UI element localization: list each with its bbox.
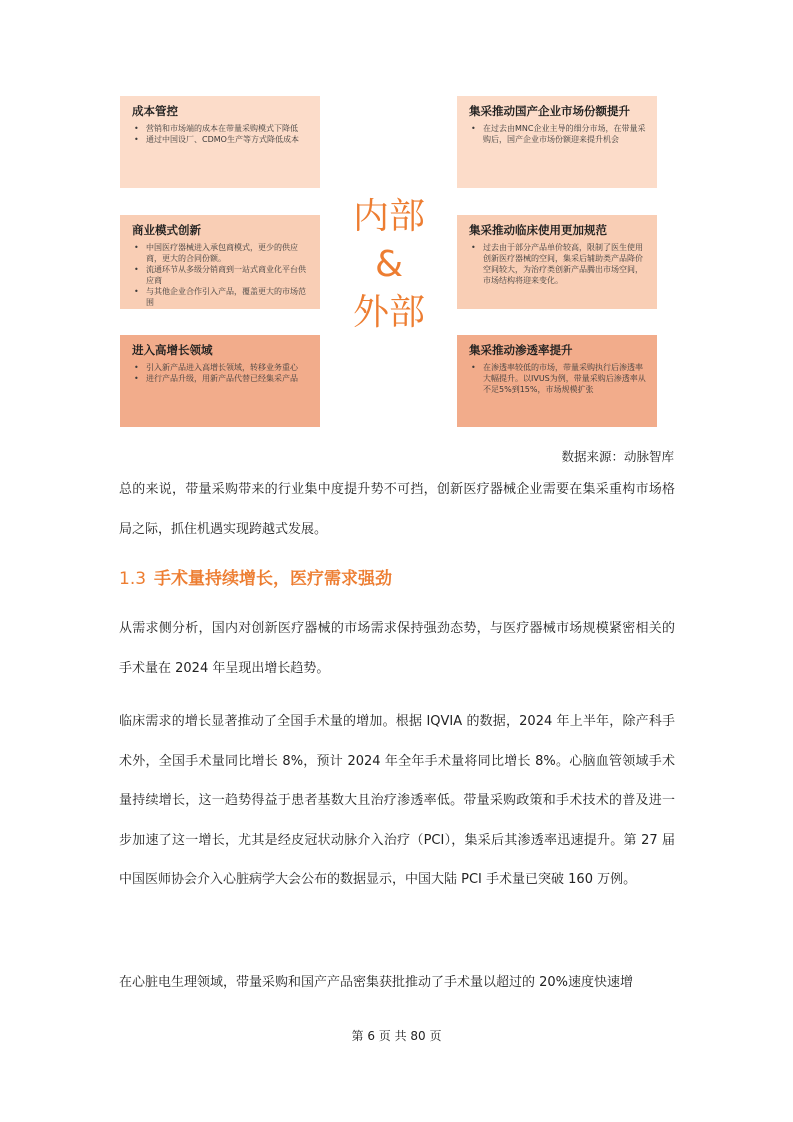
- card-penetration: [457, 335, 657, 427]
- list-item: • 流通环节从多级分销商到一站式商业化平台供应商: [132, 264, 310, 286]
- center-label-amp: &: [374, 244, 404, 285]
- list-item: • 通过中国设厂、CDMO生产等方式降低成本: [132, 134, 310, 145]
- list-item: • 在渗透率较低的市场，带量采购执行后渗透率大幅提升。以IVUS为例，带量采购后渗透率从不足5%到15%，市场规模扩张: [469, 362, 647, 395]
- center-label-outer: 外部: [352, 292, 425, 333]
- card-title: 进入高增长领域: [132, 343, 213, 357]
- center-label-inner: 内部: [352, 196, 425, 237]
- card-business-model: [120, 215, 320, 309]
- list-item: • 营销和市场端的成本在带量采购模式下降低: [132, 123, 310, 134]
- card-clinical-standard: [457, 215, 657, 309]
- section-number: 1.3: [119, 569, 147, 589]
- paragraph-electrophysiology: 在心脏电生理领域，带量采购和国产产品密集获批推动了手术量以超过的 20%速度快速增: [119, 975, 634, 990]
- paragraph-surgery-volume: 临床需求的增长显著推动了全国手术量的增加。根据 IQVIA 的数据，2024 年上半年，除产科手术外，全国手术量同比增长 8%，预计 2024 年全年手术量将同比增长 8%。心脑血管领域手术量持续增长，这一趋势得益于患者基数大且治疗渗透率低。带量采购政策和手术技术的普及进一步加速了这一增长，尤其是经皮冠状动脉介入治疗（PCI），集采后其渗透率迅速提升。第 27 届中国医师协会介入心脏病学大会公布的数据显示，中国大陆 PCI 手术量已突破 160 万例。: [119, 714, 675, 887]
- card-list: [132, 123, 310, 145]
- card-high-growth: [120, 335, 320, 427]
- card-title: 集采推动渗透率提升: [469, 343, 573, 357]
- paragraph-demand: 从需求侧分析，国内对创新医疗器械的市场需求保持强劲态势，与医疗器械市场规模紧密相关的手术量在 2024 年呈现出增长趋势。: [119, 621, 675, 676]
- list-item: • 过去由于部分产品单价较高，限制了医生使用创新医疗器械的空间，集采后辅助类产品降价空间较大，为治疗类创新产品腾出市场空间，市场结构将迎来变化。: [469, 242, 647, 286]
- card-title: 成本管控: [132, 104, 178, 118]
- card-list: [469, 242, 647, 286]
- list-item: • 进行产品升级，用新产品代替已经集采产品: [132, 373, 310, 384]
- paragraph-summary: 总的来说，带量采购带来的行业集中度提升势不可挡，创新医疗器械企业需要在集采重构市场格局之际，抓住机遇实现跨越式发展。: [119, 482, 675, 537]
- card-domestic-share: [457, 96, 657, 188]
- list-item: • 在过去由MNC企业主导的细分市场，在带量采购后，国产企业市场份额迎来提升机会: [469, 123, 647, 145]
- card-title: 集采推动临床使用更加规范: [469, 223, 607, 237]
- card-title: 商业模式创新: [132, 223, 201, 237]
- data-source-caption: 数据来源：动脉智库: [561, 449, 674, 464]
- page-footer: 第 6 页 共 80 页: [351, 1029, 442, 1043]
- card-list: [469, 123, 647, 145]
- card-list: [469, 362, 647, 395]
- section-heading: [119, 565, 392, 593]
- card-title: 集采推动国产企业市场份额提升: [469, 104, 630, 118]
- list-item: • 中国医疗器械进入承包商模式，更少的供应商，更大的合同份额。: [132, 242, 310, 264]
- card-list: [132, 242, 310, 308]
- card-cost-control: [120, 96, 320, 188]
- card-list: [132, 362, 310, 384]
- list-item: • 引入新产品进入高增长领域，转移业务重心: [132, 362, 310, 373]
- list-item: • 与其他企业合作引入产品，覆盖更大的市场范围: [132, 286, 310, 308]
- center-label: [330, 198, 448, 332]
- section-title: 手术量持续增长，医疗需求强劲: [154, 569, 393, 589]
